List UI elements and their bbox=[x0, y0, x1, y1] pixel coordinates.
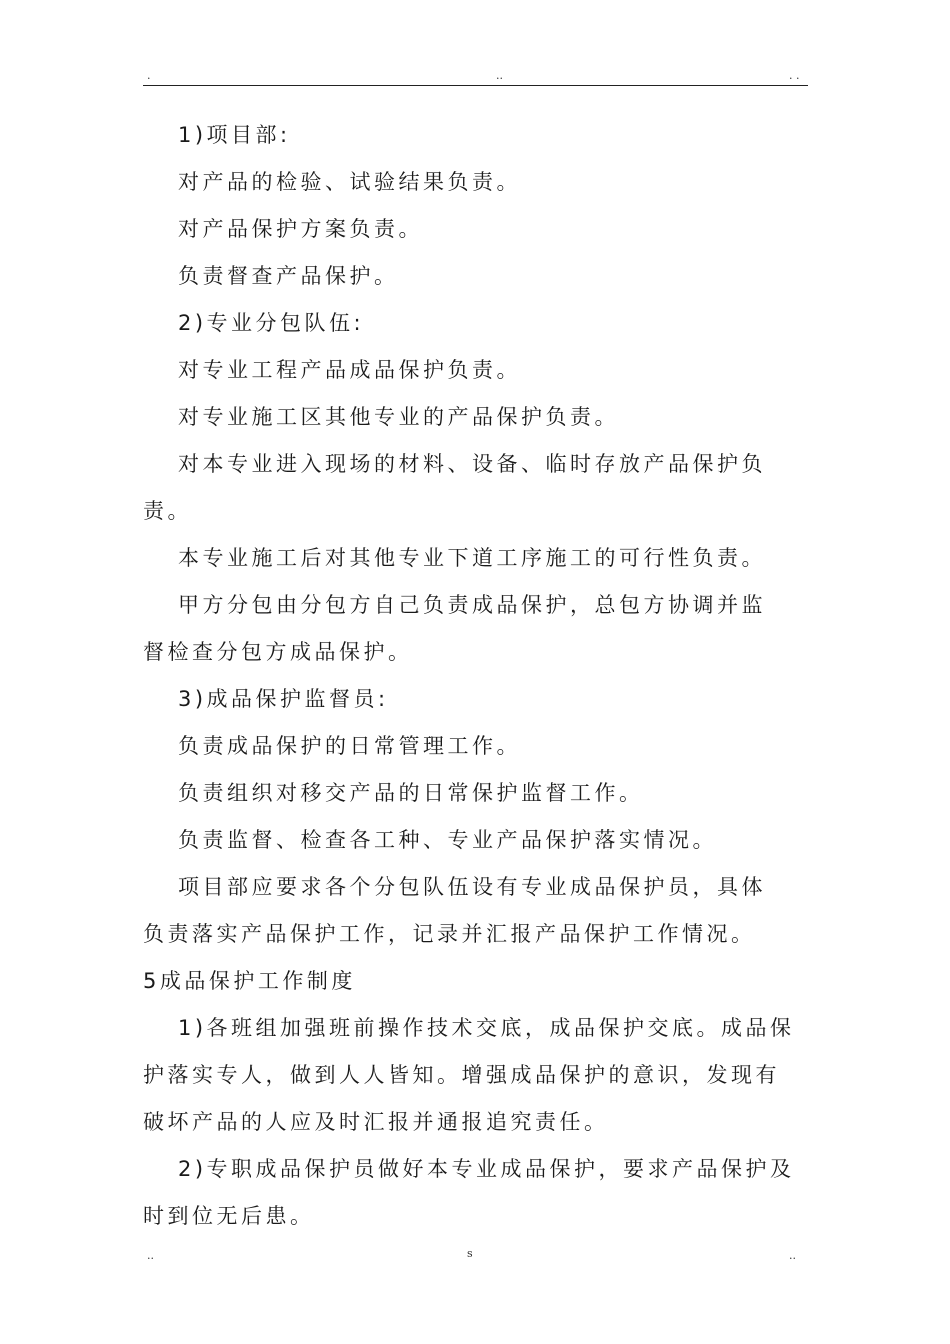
text-line: 甲方分包由分包方自己负责成品保护，总包方协调并监 bbox=[178, 593, 766, 617]
header-mark-center: .. bbox=[496, 69, 503, 82]
text-line: 负责落实产品保护工作，记录并汇报产品保护工作情况。 bbox=[143, 922, 756, 946]
heading-supervisor: 3)成品保护监督员: bbox=[178, 687, 389, 711]
footer-page-mark: s bbox=[467, 1247, 473, 1260]
text-line: 护落实专人，做到人人皆知。增强成品保护的意识，发现有 bbox=[143, 1063, 780, 1087]
text-line: 对专业工程产品成品保护负责。 bbox=[178, 358, 521, 382]
text-line: 破坏产品的人应及时汇报并通报追究责任。 bbox=[143, 1110, 609, 1134]
text-line: 负责监督、检查各工种、专业产品保护落实情况。 bbox=[178, 828, 717, 852]
text-line: 1)各班组加强班前操作技术交底，成品保护交底。成品保 bbox=[178, 1016, 795, 1040]
header-mark-right: . . bbox=[789, 69, 800, 82]
document-body bbox=[143, 112, 808, 1240]
footer-mark-right: .. bbox=[789, 1249, 796, 1262]
text-line: 对专业施工区其他专业的产品保护负责。 bbox=[178, 405, 619, 429]
text-line: 对本专业进入现场的材料、设备、临时存放产品保护负 bbox=[178, 452, 766, 476]
text-line: 责。 bbox=[143, 499, 192, 523]
heading-project-dept: 1)项目部: bbox=[178, 123, 291, 147]
header-rule bbox=[143, 85, 808, 86]
text-line: 督检查分包方成品保护。 bbox=[143, 640, 413, 664]
text-line: 负责成品保护的日常管理工作。 bbox=[178, 734, 521, 758]
text-line: 2)专职成品保护员做好本专业成品保护，要求产品保护及 bbox=[178, 1157, 795, 1181]
text-line: 对产品保护方案负责。 bbox=[178, 217, 423, 241]
text-line: 负责组织对移交产品的日常保护监督工作。 bbox=[178, 781, 644, 805]
heading-subcontractor: 2)专业分包队伍: bbox=[178, 311, 365, 335]
header-mark-left: . bbox=[147, 69, 151, 82]
text-line: 时到位无后患。 bbox=[143, 1204, 315, 1228]
section-heading: 5成品保护工作制度 bbox=[143, 969, 356, 993]
text-line: 对产品的检验、试验结果负责。 bbox=[178, 170, 521, 194]
text-line: 本专业施工后对其他专业下道工序施工的可行性负责。 bbox=[178, 546, 766, 570]
text-line: 项目部应要求各个分包队伍设有专业成品保护员，具体 bbox=[178, 875, 766, 899]
text-line: 负责督查产品保护。 bbox=[178, 264, 399, 288]
footer-mark-left: .. bbox=[147, 1249, 154, 1262]
